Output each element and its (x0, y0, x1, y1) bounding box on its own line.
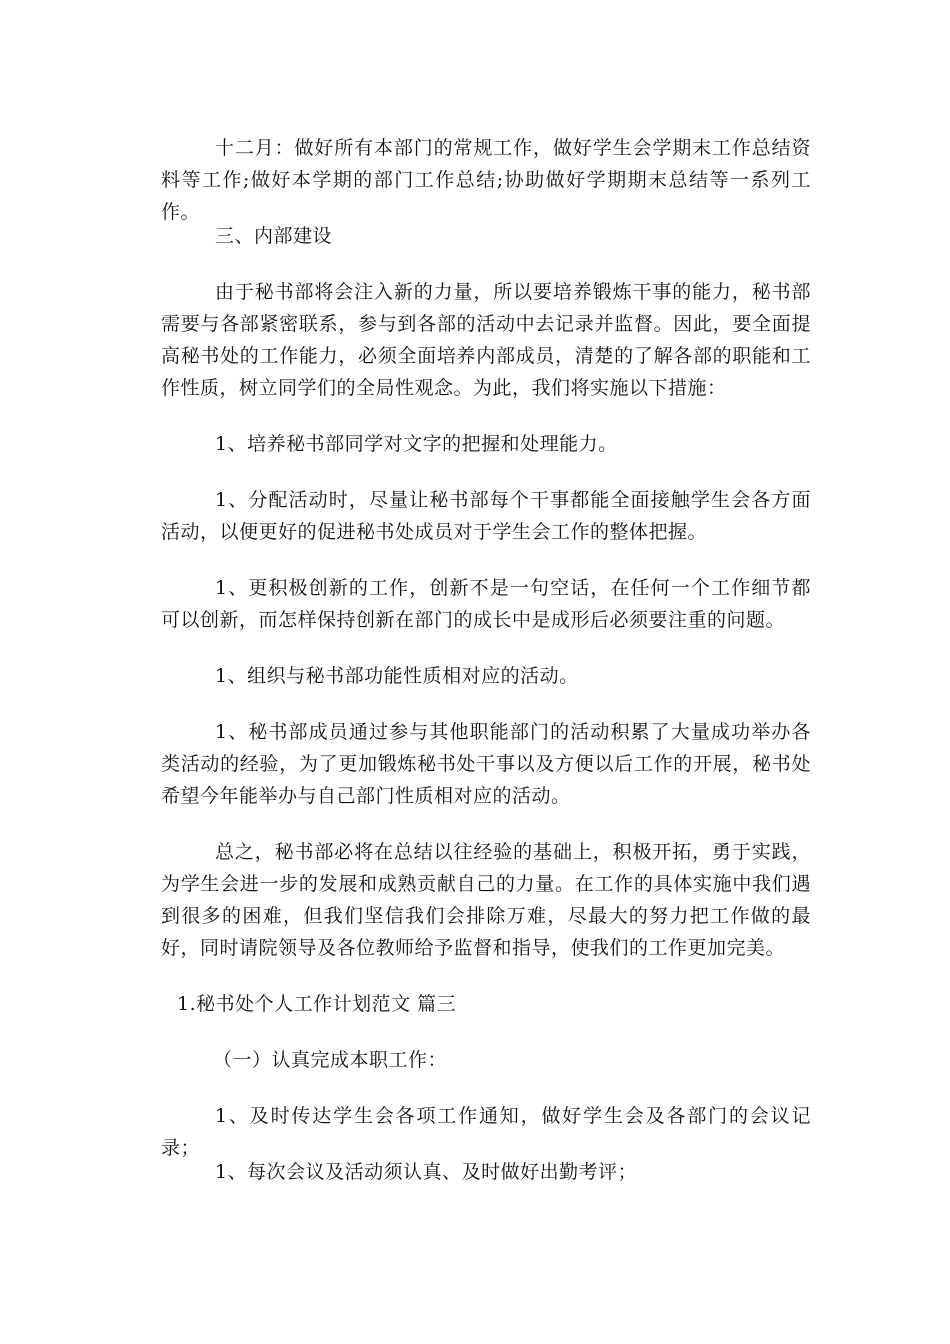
paragraph-conclusion: 总之，秘书部必将在总结以往经验的基础上，积极开拓，勇于实践，为学生会进一步的发展和成熟贡献自己的力量。在工作的具体实施中我们遇到很多的困难，但我们坚信我们会排除万难，尽最大的努力把工作做的最好，同时请院领导及各位教师给予监督和指导，使我们的工作更加完美。 (161, 841, 811, 959)
list-item-assign-activities: 1、分配活动时，尽量让秘书部每个干事都能全面接触学生会各方面活动，以便更好的促进秘书处成员对于学生会工作的整体把握。 (161, 489, 811, 543)
paragraph-internal-construction: 由于秘书部将会注入新的力量，所以要培养锻炼干事的能力，秘书部需要与各部紧密联系，参与到各部的活动中去记录并监督。因此，要全面提高秘书处的工作能力，必须全面培养内部成员，清楚的了解各部的职能和工作性质，树立同学们的全局性观念。为此，我们将实施以下措施： (161, 281, 811, 399)
list-item-attendance: 1、每次会议及活动须认真、及时做好出勤考评； (215, 1161, 638, 1183)
section-heading-internal-construction: 三、内部建设 (215, 225, 333, 247)
paragraph-december-plan: 十二月：做好所有本部门的常规工作，做好学生会学期末工作总结资料等工作;做好本学期的部门工作总结;协助做好学期期末总结等一系列工作。 (161, 137, 811, 223)
article-heading-part-three: 1.秘书处个人工作计划范文 篇三 (177, 993, 457, 1015)
list-item-organize-activities: 1、组织与秘书部功能性质相对应的活动。 (215, 665, 579, 687)
list-item-member-experience: 1、秘书部成员通过参与其他职能部门的活动积累了大量成功举办各类活动的经验，为了更加锻炼秘书处干事以及方便以后工作的开展，秘书处希望今年能举办与自己部门性质相对应的活动。 (161, 721, 811, 807)
list-item-writing-skills: 1、培养秘书部同学对文字的把握和处理能力。 (215, 433, 618, 455)
sub-heading-duties: （一）认真完成本职工作： (213, 1049, 448, 1071)
list-item-innovation: 1、更积极创新的工作，创新不是一句空话，在任何一个工作细节都可以创新，而怎样保持创新在部门的成长中是成形后必须要注重的问题。 (161, 577, 811, 631)
list-item-notices-minutes: 1、及时传达学生会各项工作通知，做好学生会及各部门的会议记录； (161, 1105, 811, 1159)
